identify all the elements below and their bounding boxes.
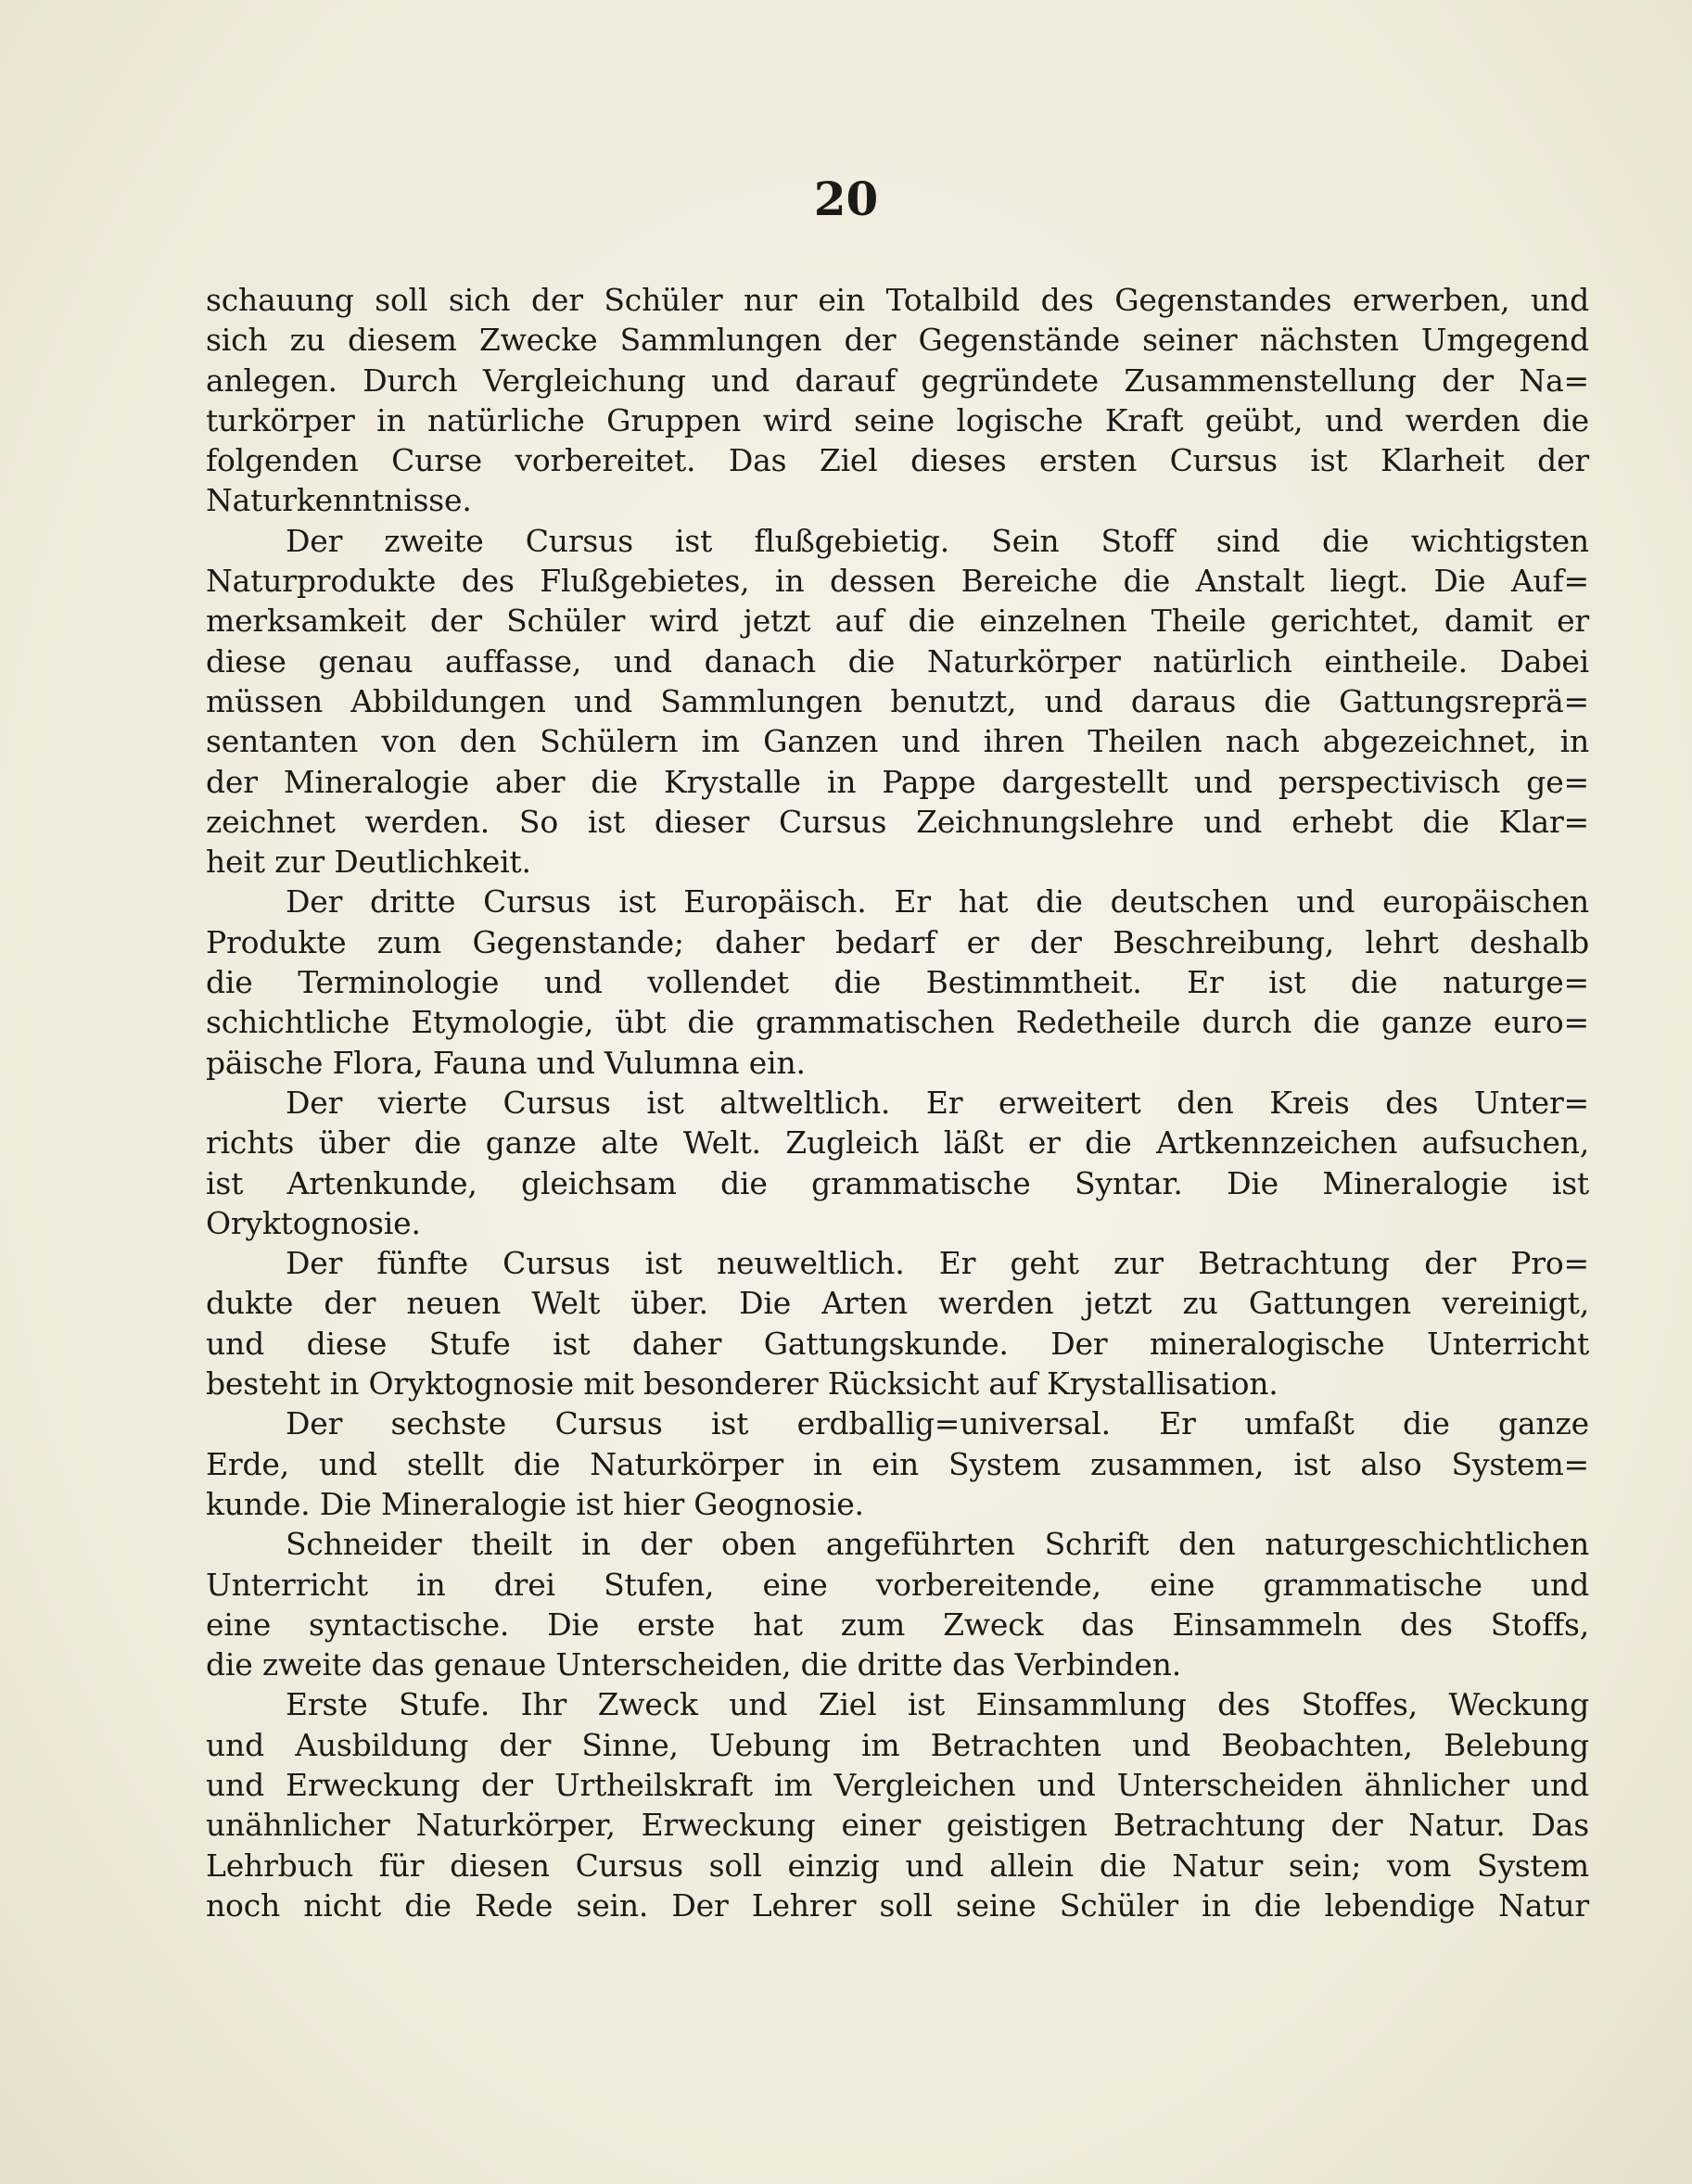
text-line: Naturprodukte des Flußgebietes, in dessen Bereiche die Anstalt liegt. Die Auf= bbox=[206, 563, 1589, 600]
text-line: anlegen. Durch Vergleichung und darauf gegründete Zusammenstellung der Na= bbox=[206, 362, 1589, 399]
text-line: Der vierte Cursus ist altweltlich. Er erweitert den Kreis des Unter= bbox=[286, 1084, 1589, 1121]
text-line: dukte der neuen Welt über. Die Arten werden jetzt zu Gattungen vereinigt, bbox=[206, 1285, 1589, 1322]
text-line: zeichnet werden. So ist dieser Cursus Zeichnungslehre und erhebt die Klar= bbox=[206, 803, 1589, 840]
text-line: diese genau auffasse, und danach die Naturkörper natürlich eintheile. Dabei bbox=[206, 642, 1589, 679]
text-line: turkörper in natürliche Gruppen wird seine logische Kraft geübt, und werden die bbox=[206, 401, 1589, 438]
text-line: sich zu diesem Zwecke Sammlungen der Gegenstände seiner nächsten Umgegend bbox=[206, 322, 1589, 359]
text-line: noch nicht die Rede sein. Der Lehrer soll seine Schüler in die lebendige Natur bbox=[206, 1886, 1589, 1924]
text-line: die zweite das genaue Unterscheiden, die dritte das Verbinden. bbox=[206, 1646, 1181, 1683]
text-line: ist Artenkunde, gleichsam die grammatische Syntar. Die Mineralogie ist bbox=[206, 1164, 1589, 1201]
text-line: Naturkenntnisse. bbox=[206, 482, 472, 519]
text-line: sentanten von den Schülern im Ganzen und ihren Theilen nach abgezeichnet, in bbox=[206, 723, 1589, 760]
text-line: Schneider theilt in der oben angeführten Schrift den naturgeschichtlichen bbox=[286, 1526, 1589, 1563]
text-line: Der sechste Cursus ist erdballig=universal. Er umfaßt die ganze bbox=[286, 1405, 1589, 1442]
text-line: Produkte zum Gegenstande; daher bedarf er der Beschreibung, lehrt deshalb bbox=[206, 923, 1589, 960]
text-line: und Erweckung der Urtheilskraft im Vergleichen und Unterscheiden ähnlicher und bbox=[206, 1766, 1589, 1803]
text-line: merksamkeit der Schüler wird jetzt auf die einzelnen Theile gerichtet, damit er bbox=[206, 603, 1589, 640]
text-line: Erste Stufe. Ihr Zweck und Ziel ist Einsammlung des Stoffes, Weckung bbox=[286, 1686, 1589, 1723]
text-line: Der dritte Cursus ist Europäisch. Er hat die deutschen und europäischen bbox=[286, 883, 1589, 921]
text-line: der Mineralogie aber die Krystalle in Pappe dargestellt und perspectivisch ge= bbox=[206, 763, 1589, 800]
text-line: Erde, und stellt die Naturkörper in ein System zusammen, ist also System= bbox=[206, 1445, 1589, 1482]
text-line: und Ausbildung der Sinne, Uebung im Betrachten und Beobachten, Belebung bbox=[206, 1726, 1589, 1763]
text-line: eine syntactische. Die erste hat zum Zweck das Einsammeln des Stoffs, bbox=[206, 1606, 1589, 1643]
text-line: heit zur Deutlichkeit. bbox=[206, 844, 531, 881]
text-line: besteht in Oryktognosie mit besonderer Rücksicht auf Krystallisation. bbox=[206, 1365, 1279, 1403]
text-line: Der zweite Cursus ist flußgebietig. Sein Stoff sind die wichtigsten bbox=[286, 522, 1589, 559]
text-line: Unterricht in drei Stufen, eine vorbereitende, eine grammatische und bbox=[206, 1566, 1589, 1603]
text-line: päische Flora, Fauna und Vulumna ein. bbox=[206, 1044, 806, 1081]
text-line: folgenden Curse vorbereitet. Das Ziel dieses ersten Cursus ist Klarheit der bbox=[206, 442, 1589, 479]
text-line: Der fünfte Cursus ist neuweltlich. Er geht zur Betrachtung der Pro= bbox=[286, 1245, 1589, 1282]
text-line: und diese Stufe ist daher Gattungskunde. Der mineralogische Unterricht bbox=[206, 1325, 1589, 1362]
text-line: richts über die ganze alte Welt. Zugleich läßt er die Artkennzeichen aufsuchen, bbox=[206, 1124, 1589, 1162]
text-line: schauung soll sich der Schüler nur ein Totalbild des Gegenstandes erwerben, und bbox=[206, 282, 1589, 318]
text-line: Lehrbuch für diesen Cursus soll einzig und allein die Natur sein; vom System bbox=[206, 1847, 1589, 1884]
body-text bbox=[206, 280, 1589, 1925]
text-line: die Terminologie und vollendet die Bestimmtheit. Er ist die naturge= bbox=[206, 964, 1589, 1001]
text-line: Oryktognosie. bbox=[206, 1204, 421, 1241]
page-number: 20 bbox=[813, 171, 879, 226]
text-line: schichtliche Etymologie, übt die grammatischen Redetheile durch die ganze euro= bbox=[206, 1004, 1589, 1041]
text-line: müssen Abbildungen und Sammlungen benutzt, und daraus die Gattungsreprä= bbox=[206, 682, 1589, 719]
text-line: unähnlicher Naturkörper, Erweckung einer geistigen Betrachtung der Natur. Das bbox=[206, 1807, 1589, 1844]
text-line: kunde. Die Mineralogie ist hier Geognosie. bbox=[206, 1485, 864, 1522]
